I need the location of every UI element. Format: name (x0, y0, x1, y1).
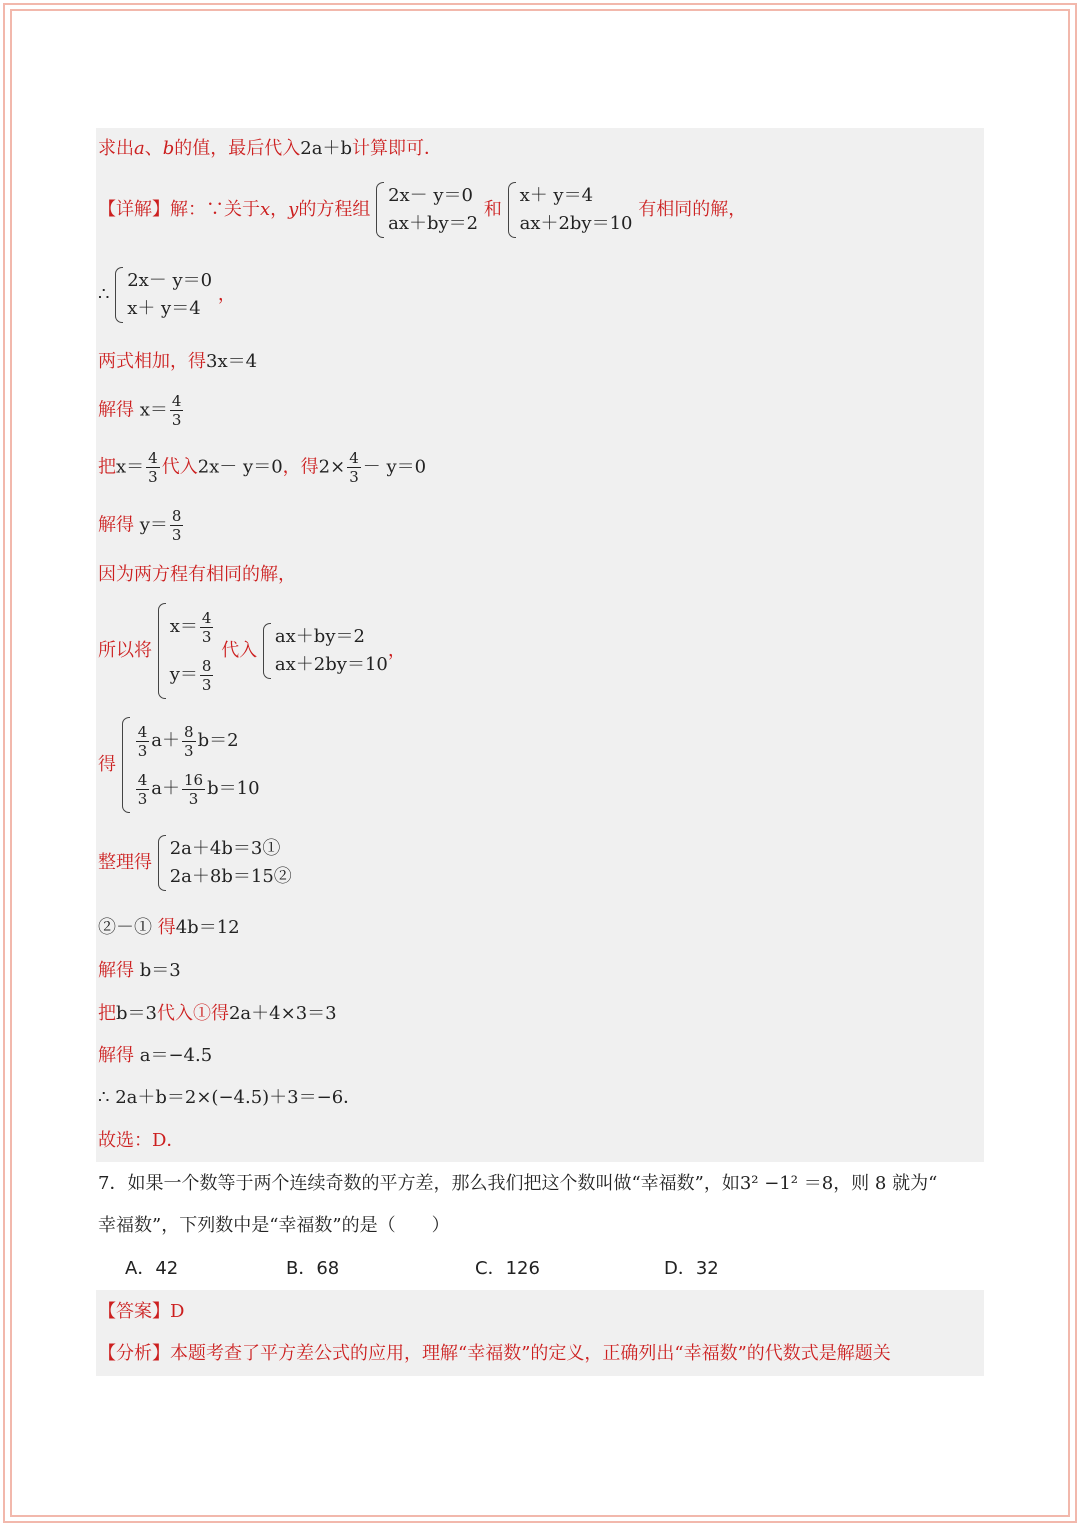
solution-line-15: 解得 a＝−4.5 (98, 1045, 213, 1066)
question-7-line-2: 幸福数”，下列数中是“幸福数”的是（ ） (98, 1215, 450, 1236)
solution-line-6: 把x＝ $\frac{4}{3}$ 代入2x－ y＝0，得2× $\frac{4}{3}$ － y＝0 (98, 449, 427, 486)
solution-line-7: 解得 y＝ $\frac{8}{3}$ (98, 507, 182, 544)
fraction: $\frac{4}{3}$ (171, 392, 182, 429)
answer-line: 【答案】D (98, 1301, 185, 1322)
solution-line-10: 得 $\frac{4}{3}$ a＋ $\frac{8}{3}$ b＝2 $\frac{4}{3}$ a＋ $\frac{16}{3}$ b＝10 (98, 717, 260, 813)
solution-line-17: 故选：D． (98, 1130, 185, 1151)
solution-line-3: ∴ 2x－ y＝0 x＋ y＝4 ， (98, 267, 236, 323)
equation-system-4: ax＋by＝2 ax＋2by＝10 (263, 623, 388, 679)
solution-line-2: 【详解】解：∵关于x，y的方程组 2x－ y＝0 ax＋by＝2 和 x＋ y＝4 ax＋2by＝10 有相同的解， (98, 182, 746, 238)
solution-line-4: 两式相加，得3x＝4 (98, 351, 258, 372)
solution-line-14: 把b＝3代入①得2a＋4×3＝3 (98, 1003, 337, 1024)
fraction: $\frac{4}{3}$ (349, 449, 359, 486)
option-a: A．42 (125, 1258, 179, 1279)
equation-system-6: 2a＋4b＝3① 2a＋8b＝15② (158, 835, 292, 891)
fraction: $\frac{8}{3}$ (171, 507, 182, 544)
solution-line-12: ②－① 得4b＝12 (98, 917, 240, 938)
solution-pair-system: x＝ $\frac{4}{3}$ y＝ $\frac{8}{3}$ (158, 603, 216, 699)
solution-line-5: 解得 x＝ $\frac{4}{3}$ (98, 392, 182, 429)
option-c: C．126 (475, 1258, 540, 1279)
question-7-line-1: 7．如果一个数等于两个连续奇数的平方差，那么我们把这个数叫做“幸福数”，如3² −1² ＝8，则 8 就为“ (98, 1173, 938, 1194)
option-b: B．68 (286, 1258, 340, 1279)
solution-line-11: 整理得 2a＋4b＝3① 2a＋8b＝15② (98, 835, 292, 891)
solution-line-9: 所以将 x＝ $\frac{4}{3}$ y＝ $\frac{8}{3}$ 代入 ax＋by＝2 ax＋2by＝10 ， (98, 603, 406, 699)
solution-line-1: 求出a、b的值，最后代入2a＋b计算即可． (98, 138, 442, 159)
equation-system-1: 2x－ y＝0 ax＋by＝2 (376, 182, 478, 238)
equation-system-3: 2x－ y＝0 x＋ y＝4 (115, 267, 212, 323)
option-d: D．32 (664, 1258, 719, 1279)
equation-system-5: $\frac{4}{3}$ a＋ $\frac{8}{3}$ b＝2 $\frac{4}{3}$ a＋ $\frac{16}{3}$ b＝10 (122, 717, 260, 813)
analysis-line: 【分析】本题考查了平方差公式的应用，理解“幸福数”的定义，正确列出“幸福数”的代数式是解题关 (98, 1343, 891, 1364)
fraction: $\frac{4}{3}$ (148, 449, 158, 486)
solution-line-8: 因为两方程有相同的解， (98, 564, 296, 585)
solution-line-13: 解得 b＝3 (98, 960, 181, 981)
equation-system-2: x＋ y＝4 ax＋2by＝10 (508, 182, 633, 238)
solution-line-16: ∴ 2a＋b＝2×(−4.5)＋3＝−6． (98, 1087, 362, 1108)
